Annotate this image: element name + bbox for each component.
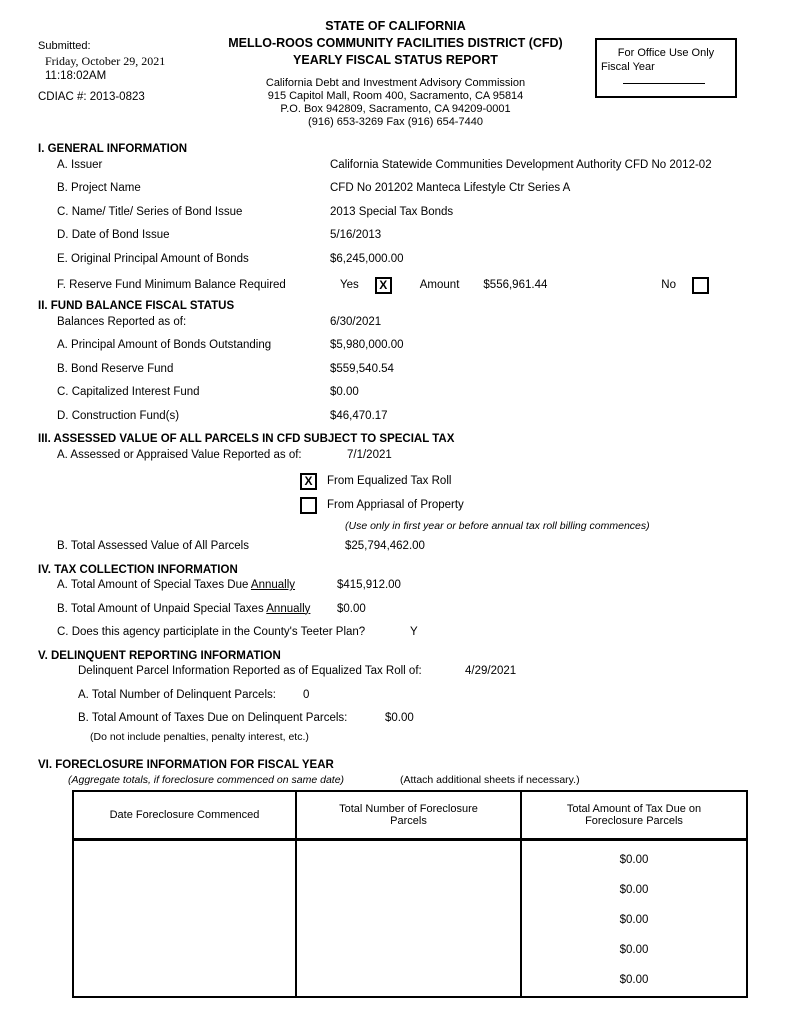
bond-issue-name-label: C. Name/ Title/ Series of Bond Issue — [57, 205, 243, 218]
table-body-row — [73, 840, 747, 998]
annually-underlined: Annually — [266, 602, 311, 615]
project-name-label: B. Project Name — [57, 182, 141, 194]
submitted-label: Submitted: — [38, 40, 91, 52]
special-taxes-due-row — [57, 579, 791, 593]
issuer-value: California Statewide Communities Development Authority CFD No 2012-02 — [330, 158, 712, 171]
cell-number-parcels — [296, 840, 521, 998]
delinquent-reported-label: Delinquent Parcel Information Reported as of Equalized Tax Roll of: — [78, 665, 422, 677]
bonds-outstanding-label: A. Principal Amount of Bonds Outstanding — [57, 339, 272, 351]
section-tax-collection — [0, 564, 791, 640]
cell-date-commenced — [73, 840, 296, 998]
agency-pobox: P.O. Box 942809, Sacramento, CA 94209-0001 — [280, 103, 511, 115]
appraisal-row — [300, 496, 791, 514]
reserve-fund-label: F. Reserve Fund Minimum Balance Required — [57, 279, 286, 291]
construction-fund-row — [57, 410, 791, 424]
delinquent-parcels-row — [78, 689, 791, 703]
section1-heading: I. GENERAL INFORMATION — [38, 143, 188, 155]
bond-reserve-value: $559,540.54 — [330, 362, 394, 375]
bond-issue-name-value: 2013 Special Tax Bonds — [330, 205, 454, 218]
bond-issue-date-row — [57, 229, 791, 243]
fiscal-year-blank — [623, 73, 705, 84]
assessed-reported-label: A. Assessed or Appraised Value Reported as of: — [57, 448, 302, 461]
appraisal-checkbox — [300, 497, 317, 514]
aggregate-note: (Aggregate totals, if foreclosure commenced on same date) — [68, 774, 345, 786]
unpaid-taxes-row — [57, 603, 791, 617]
section4-heading: IV. TAX COLLECTION INFORMATION — [38, 563, 238, 576]
teeter-plan-value: Y — [410, 626, 418, 638]
agency-street: 915 Capitol Mall, Room 400, Sacramento, CA 95814 — [267, 90, 524, 102]
total-assessed-label: B. Total Assessed Value of All Parcels — [57, 540, 249, 552]
section6-heading: VI. FORECLOSURE INFORMATION FOR FISCAL YEAR — [38, 758, 334, 771]
bonds-outstanding-row — [57, 339, 791, 353]
construction-fund-label: D. Construction Fund(s) — [57, 409, 180, 422]
no-label: No — [661, 279, 676, 291]
section-general-information — [0, 143, 791, 294]
special-taxes-due-label: A. Total Amount of Special Taxes Due Annually — [57, 579, 296, 591]
section-delinquent-reporting — [0, 650, 791, 743]
attach-note: (Attach additional sheets if necessary.) — [400, 774, 580, 786]
unpaid-taxes-label: B. Total Amount of Unpaid Special Taxes Annually — [57, 602, 311, 615]
balances-reported-label: Balances Reported as of: — [57, 315, 187, 328]
header-tax-due: Total Amount of Tax Due on Foreclosure Parcels — [521, 791, 747, 840]
appraisal-label: From Appriasal of Property — [327, 499, 464, 511]
foreclosure-caption-row — [68, 774, 791, 786]
tax-due-amount: $0.00 — [619, 974, 649, 986]
foreclosure-table — [72, 790, 748, 998]
submitted-time: 11:18:02AM — [45, 70, 107, 82]
tax-due-amount: $0.00 — [619, 944, 649, 956]
bond-issue-date-label: D. Date of Bond Issue — [57, 229, 170, 241]
district-title: MELLO-ROOS COMMUNITY FACILITIES DISTRICT (CFD) — [228, 36, 563, 50]
section5-heading: V. DELINQUENT REPORTING INFORMATION — [38, 649, 281, 662]
equalized-tax-roll-row — [300, 472, 791, 490]
assessed-reported-value: 7/1/2021 — [347, 448, 392, 461]
yes-label: Yes — [340, 279, 359, 291]
amount-label: Amount — [419, 279, 460, 291]
annually-underlined: Annually — [250, 579, 296, 591]
fiscal-year-label: Fiscal Year — [601, 61, 655, 73]
teeter-plan-row — [57, 626, 791, 640]
issuer-label: A. Issuer — [57, 158, 103, 171]
header-number-parcels: Total Number of Foreclosure Parcels — [296, 791, 521, 840]
submitted-date: Friday, October 29, 2021 — [45, 54, 166, 68]
capitalized-interest-value: $0.00 — [330, 386, 359, 398]
delinquent-note: (Do not include penalties, penalty interest, etc.) — [90, 730, 309, 743]
reserve-fund-row — [57, 276, 709, 294]
issuer-row — [57, 159, 791, 173]
report-header — [0, 0, 791, 140]
equalized-tax-roll-label: From Equalized Tax Roll — [327, 475, 452, 487]
appraisal-note: (Use only in first year or before annual tax roll billing commences) — [345, 520, 650, 532]
header-date-commenced: Date Foreclosure Commenced — [73, 791, 296, 840]
unpaid-taxes-value: $0.00 — [337, 602, 366, 615]
bond-reserve-row — [57, 363, 791, 377]
original-principal-value: $6,245,000.00 — [330, 252, 404, 265]
teeter-plan-label: C. Does this agency participlate in the County's Teeter Plan? — [57, 626, 366, 638]
equalized-tax-roll-checkbox: X — [300, 473, 317, 490]
amount-value: $556,961.44 — [483, 279, 548, 291]
state-title: STATE OF CALIFORNIA — [325, 19, 466, 33]
special-taxes-due-value: $415,912.00 — [337, 579, 401, 591]
delinquent-taxes-row — [78, 712, 791, 726]
original-principal-row — [57, 253, 791, 267]
delinquent-parcels-value: 0 — [303, 688, 310, 701]
agency-name: California Debt and Investment Advisory Commission — [265, 77, 526, 89]
tax-due-amount: $0.00 — [619, 914, 649, 926]
cdiac-number: CDIAC #: 2013-0823 — [38, 91, 145, 103]
assessed-reported-row — [57, 449, 791, 463]
tax-due-amount: $0.00 — [619, 854, 649, 866]
no-checkbox — [692, 277, 709, 294]
total-assessed-value: $25,794,462.00 — [345, 540, 425, 552]
delinquent-reported-row — [78, 665, 791, 679]
yes-checkbox: X — [375, 277, 392, 294]
project-name-value: CFD No 201202 Manteca Lifestyle Ctr Series A — [330, 182, 571, 194]
office-use-title: For Office Use Only — [617, 47, 715, 59]
agency-phone: (916) 653-3269 Fax (916) 654-7440 — [308, 116, 483, 128]
delinquent-parcels-label: A. Total Number of Delinquent Parcels: — [78, 688, 276, 701]
section3-heading: III. ASSESSED VALUE OF ALL PARCELS IN CFD SUBJECT TO SPECIAL TAX — [38, 433, 455, 445]
section-fund-balance — [0, 300, 791, 423]
original-principal-label: E. Original Principal Amount of Bonds — [57, 252, 249, 265]
bonds-outstanding-value: $5,980,000.00 — [330, 339, 404, 351]
bond-reserve-label: B. Bond Reserve Fund — [57, 362, 174, 375]
delinquent-reported-value: 4/29/2021 — [465, 665, 517, 677]
table-header-row — [73, 791, 747, 840]
fiscal-year-row — [601, 61, 735, 87]
office-use-box — [595, 38, 737, 98]
section2-heading: II. FUND BALANCE FISCAL STATUS — [38, 300, 235, 312]
capitalized-interest-row — [57, 386, 791, 400]
report-title: YEARLY FISCAL STATUS REPORT — [293, 53, 498, 67]
balances-reported-value: 6/30/2021 — [330, 315, 382, 328]
delinquent-taxes-label: B. Total Amount of Taxes Due on Delinquent Parcels: — [78, 712, 348, 724]
section-assessed-value — [0, 433, 791, 554]
cell-tax-due — [521, 840, 747, 998]
construction-fund-value: $46,470.17 — [330, 409, 388, 422]
total-assessed-row — [57, 540, 791, 554]
capitalized-interest-label: C. Capitalized Interest Fund — [57, 386, 200, 398]
section-foreclosure-information — [0, 759, 791, 999]
delinquent-taxes-value: $0.00 — [385, 712, 414, 724]
tax-due-amount: $0.00 — [619, 884, 649, 896]
bond-issue-date-value: 5/16/2013 — [330, 229, 382, 241]
balances-reported-row — [57, 316, 791, 330]
bond-issue-name-row — [57, 206, 791, 220]
project-name-row — [57, 182, 791, 196]
